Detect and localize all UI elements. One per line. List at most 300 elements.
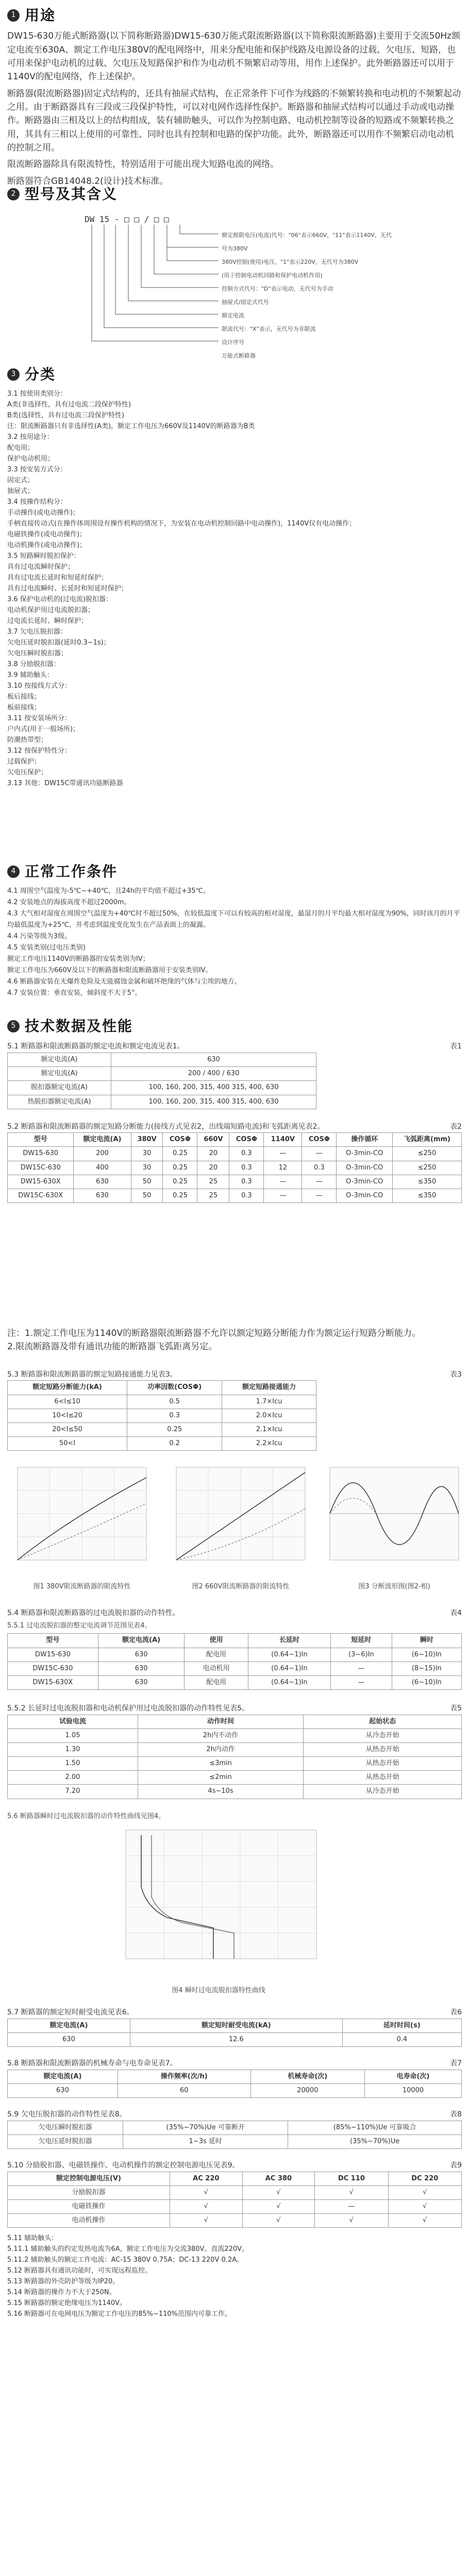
table-cell: 25 [197, 1189, 229, 1202]
table-intro: 5.1 断路器和限流断路器的额定电流和额定电流见表1。 [7, 1042, 185, 1051]
table-header-cell: DC 110 [315, 2172, 388, 2185]
table-cell: 0.2 [127, 1436, 222, 1450]
table-cell: 100, 160, 200, 315, 400 315, 400, 630 [111, 1095, 316, 1109]
paragraph: DW15-630万能式断路器(以下简称断路器)DW15-630万能式限流断路器(以下简称限流断路器)主要用于交流50Hz额定电流至630A、额定工作电压380V的配电网络中，用来分配电能和保护线路及电源设备的过载、欠电压、短路，也可用来保护电动机的过载、欠电压及短路保护和作为电动机不频繁启动等用，用作上述保护。此外断路器还可以用于1140V的配电网络，作上述保护。 [7, 31, 461, 82]
table-header-cell: 额定短时耐受电流(kA) [130, 2019, 342, 2032]
section-techdata [7, 1015, 462, 2319]
table-cell: 2.2×Icu [222, 1436, 316, 1450]
table-2 [7, 1132, 462, 1203]
table-cell: 2.0×Icu [222, 1409, 316, 1422]
list-line: 电动机操作(或电动操作)； [7, 541, 87, 550]
table-cell: 0.25 [163, 1189, 197, 1202]
table-cell: — [302, 1147, 337, 1161]
table-row [8, 1785, 462, 1799]
table-cell: — [302, 1189, 337, 1202]
table-intro: 5.9 欠电压脱扣器的动作特性见表8。 [7, 2110, 127, 2119]
table-cell: DW15-630X [8, 1175, 74, 1189]
table-header-cell: 1140V [264, 1133, 302, 1147]
table-cell: 0.3 [229, 1189, 264, 1202]
list-line: 抽屉式/固定式代号 [222, 299, 269, 306]
table-cell: 200 [74, 1147, 131, 1161]
table-caption [7, 1041, 462, 1053]
table-cell: 25 [197, 1175, 229, 1189]
list-line: 3.4 按操作结构分： [7, 498, 67, 506]
table-cell: (35%~70%)Ue 可靠断开 [123, 2121, 288, 2134]
table-caption [7, 1608, 462, 1619]
table-cell: 30 [131, 1147, 163, 1161]
table-cell: 630 [98, 1662, 185, 1675]
list-line: 欠电压延时脱扣器(延时0.3~1s)； [7, 639, 110, 647]
figure-3-plot [325, 1462, 464, 1575]
table-header-cell: 机械寿命(次) [250, 2070, 364, 2083]
list-line: 手动操作(或电动操作)； [7, 509, 80, 517]
table-header-row [8, 1381, 316, 1395]
list-line: 4.7 安装位置：垂直安装，倾斜度不大于5°。 [7, 989, 142, 997]
table-cell: 630 [8, 2083, 118, 2097]
list-line: 3.11 按安装场所分： [7, 715, 72, 723]
table-cell: 配电用 [185, 1675, 248, 1689]
table-cell: — [264, 1189, 302, 1202]
table-cell: — [264, 1147, 302, 1161]
table-header-cell: AC 220 [170, 2172, 242, 2185]
table-caption [7, 1369, 462, 1381]
list-line: 5.11 辅助触头： [7, 2234, 58, 2243]
list-line: 配电用； [7, 444, 35, 452]
section-heading [7, 183, 462, 205]
table-cell: ≤3min [138, 1757, 303, 1771]
table-header-cell: 额定电流(A) [74, 1133, 131, 1147]
table-cell: 从热态开始 [304, 1757, 462, 1771]
table-row [8, 1728, 462, 1742]
list-line: 万能式断路器 [222, 352, 256, 360]
list-line: 4.1 周围空气温度为-5℃~+40℃，且24h的平均值不超过+35℃。 [7, 887, 210, 895]
table-cell: (0.64~1)In [248, 1648, 330, 1662]
list-line: 电磁铁操作(或电动操作)； [7, 531, 87, 539]
list-line: 5.13 断路器的外壳防护等级为IP20。 [7, 2278, 120, 2286]
table-row [8, 1395, 316, 1409]
model-legend [222, 229, 392, 363]
table-header-cell: 延时时间(s) [342, 2019, 461, 2032]
list-line: A类(非选择性，具有过电流二段保护特性) [7, 401, 131, 409]
table-row [8, 1757, 462, 1771]
paragraph: 断路器(限流断路器)固定式结构的，还具有抽屉式结构，在正常条件下可作为线路的不频繁转换和电动机的不频繁起动之用。由于断路器具有三段或三段保护特性，可以对电网作选择性保护。断路器和抽屉式结构可以通过手动或电动操作。断路器由三相及以上的结构组成，装有辅助触头，可以作为控制电路、电动机控制等设备的短路或不频繁转换之用，其具有三相以上使用的可靠性、同时也具有控制和电路的保护功能。此外，断路器还可以用作不频繁启动电动机的控制之用。 [7, 88, 461, 154]
table-cell: ≤350 [393, 1189, 462, 1202]
table-cell: 1.30 [8, 1742, 138, 1756]
table-cell: 1~3s 延时 [123, 2134, 288, 2148]
table-9 [7, 2172, 462, 2228]
table-caption [7, 2058, 462, 2070]
table-cell: 50 [131, 1189, 163, 1202]
list-line: 3.7 欠电压脱扣器： [7, 628, 67, 636]
section-number: 3 [7, 368, 20, 381]
list-line: 3.5 短路瞬时脱扣保护： [7, 552, 80, 561]
table-6 [7, 2019, 462, 2047]
table-cell: — [264, 1175, 302, 1189]
classification-list [7, 388, 462, 789]
tail-list [7, 2233, 462, 2319]
table-cell: 热脱扣器额定电流(A) [8, 1095, 111, 1109]
table-cell: ≤250 [393, 1147, 462, 1161]
table-cell: 0.3 [229, 1147, 264, 1161]
list-line: 手柄直接传动式(在操作体周围设有操作机构的情况下，为安装在电动机控制回路中电动操作)，1140V仅有电动操作； [7, 520, 356, 528]
figure-caption: 图2 660V限流断路器的限流特性 [192, 1583, 290, 1591]
section-conditions [7, 860, 462, 999]
table-cell: DW15-630X [8, 1675, 98, 1689]
list-line: 3.6 保护电动机的(过电流)脱扣器： [7, 596, 112, 604]
list-line: 过电流长延时、瞬时保护； [7, 617, 88, 625]
table-number: 表4 [450, 1608, 462, 1617]
table-cell: 额定电流(A) [8, 1067, 111, 1081]
table-caption [7, 1122, 462, 1133]
table-cell: 配电用 [185, 1648, 248, 1662]
table-row [8, 1081, 316, 1095]
section-title: 正常工作条件 [25, 863, 118, 880]
table-row [8, 2200, 462, 2214]
table-header-cell: COSΦ [302, 1133, 337, 1147]
list-line: 板后接线； [7, 693, 41, 701]
table-cell: ≤250 [393, 1161, 462, 1175]
table-header-cell: 额定电流(A) [8, 2019, 130, 2032]
table-header-cell: 瞬时 [392, 1634, 461, 1648]
table-header-cell: 380V [131, 1133, 163, 1147]
paragraph: 断路器符合GB14048.2(设计)技术标准。 [7, 176, 169, 187]
table-header-cell: 型号 [8, 1133, 74, 1147]
list-line: 4.6 断路器安装在无爆炸危险及无能腐蚀金属和破坏绝缘的气体与尘埃的地方。 [7, 978, 241, 986]
list-line: 具有过电流瞬时保护； [7, 563, 75, 571]
table-row [8, 1095, 316, 1109]
table-intro: 5.2 断路器和限流断路器的额定短路分断能力(接线方式见表2，出线端短路电流)和飞弧距离见表2。 [7, 1122, 325, 1131]
table-cell: 0.25 [127, 1422, 222, 1436]
table-cell: O-3min-CO [337, 1147, 393, 1161]
list-line: 设计序号 [222, 339, 244, 346]
table-cell: 630 [98, 1675, 185, 1689]
table-cell: 20 [197, 1161, 229, 1175]
table-cell: 630 [98, 1648, 185, 1662]
table-header-cell: AC 380 [242, 2172, 315, 2185]
table-header-cell: 660V [197, 1133, 229, 1147]
table-3 [7, 1380, 316, 1451]
list-line: 3.2 按用途分： [7, 433, 54, 442]
table-cell: 10<I≤20 [8, 1409, 127, 1422]
table-header-cell: 电寿命(次) [365, 2070, 462, 2083]
table-cell: 12 [264, 1161, 302, 1175]
table-cell: 0.3 [229, 1161, 264, 1175]
table-cell: 6<I≤10 [8, 1395, 127, 1409]
list-line: 3.13 其他：DW15C带通讯功能断路器 [7, 779, 123, 788]
section-number: 1 [7, 9, 20, 22]
table-cell: 电动机用 [185, 1662, 248, 1675]
list-line: 保护电动机用； [7, 455, 55, 463]
table-row [8, 1161, 462, 1175]
list-line: 控制方式代号："D"表示电动，无代号为手动 [222, 285, 333, 293]
paragraph: 限流断路器除具有限流特性，特别适用于可能出现大短路电流的网络。 [7, 159, 279, 170]
table-cell: (35%~70%)Ue [288, 2134, 462, 2148]
list-line: 3.3 按安装方式分： [7, 466, 67, 474]
section-model [7, 183, 462, 368]
table-cell: √ [388, 2214, 461, 2228]
table-row [8, 1771, 462, 1785]
table-8 [7, 2121, 462, 2149]
table-cell: (6~10)In [392, 1675, 461, 1689]
table-row [8, 1422, 316, 1436]
list-line: 4.4 污染等级为3级。 [7, 933, 72, 941]
table-row [8, 2121, 462, 2134]
table-row [8, 2185, 462, 2199]
section-heading [7, 4, 462, 26]
section-number: 4 [7, 866, 20, 878]
list-line: 380V控制(使用)电压，"1"表示220V，无代号为380V [222, 259, 359, 266]
list-line: 3.1 按使用类别分： [7, 390, 67, 398]
table-cell: 脱扣器额定电流(A) [8, 1081, 111, 1095]
table-number: 表1 [450, 1042, 462, 1051]
model-diagram [85, 213, 392, 368]
table-cell: 从冷态开始 [304, 1728, 462, 1742]
table-cell: 0.25 [163, 1175, 197, 1189]
table-number: 表2 [450, 1122, 462, 1131]
table-number: 表9 [450, 2161, 462, 2170]
table-intro: 5.8 断路器和限流断路器的机械寿命与电寿命见表7。 [7, 2059, 177, 2068]
list-line: 限流代号："X"表示，无代号为非限流 [222, 326, 316, 333]
table-header-row [8, 2070, 462, 2083]
figure-caption: 图3 分断波形图(图2-相) [358, 1583, 430, 1591]
table-cell: 200 / 400 / 630 [111, 1067, 316, 1081]
table-cell: 630 [8, 2032, 130, 2046]
table-header-cell: 长延时 [248, 1634, 330, 1648]
table-header-cell: 额定电流(A) [98, 1634, 185, 1648]
list-line: 3.12 按保护特性分： [7, 747, 72, 755]
list-line: 电动机保护用过电流脱扣器； [7, 606, 95, 615]
figure-caption: 图4 瞬时过电流脱扣器特性曲线 [172, 1987, 265, 1994]
table-cell: 欠电压延时脱扣器 [8, 2134, 123, 2148]
table-header-cell: 操作频率(次/h) [118, 2070, 250, 2083]
table-header-cell: 动作时间 [138, 1715, 303, 1728]
table-header-row [8, 1634, 462, 1648]
table-cell: 0.3 [229, 1175, 264, 1189]
list-line: 防潮热带型； [7, 736, 48, 744]
list-line: 额定电流 [222, 312, 244, 319]
list-line: 5.15 断路器的额定绝缘电压为1140V。 [7, 2299, 127, 2308]
table-cell: 400 [74, 1161, 131, 1175]
table-header-cell: 使用 [185, 1634, 248, 1648]
table-cell: 2h内动作 [138, 1742, 303, 1756]
table-cell: O-3min-CO [337, 1161, 393, 1175]
table-row [8, 1675, 462, 1689]
table-cell: 20 [197, 1147, 229, 1161]
table-header-cell: 型号 [8, 1634, 98, 1648]
table-header-row [8, 2172, 462, 2185]
table-cell: O-3min-CO [337, 1175, 393, 1189]
table-row [8, 1742, 462, 1756]
table-cell: 630 [111, 1053, 316, 1067]
figure-4 [110, 1825, 327, 1996]
table-cell: 7.20 [8, 1785, 138, 1799]
table-cell: √ [170, 2214, 242, 2228]
table-number: 表7 [450, 2059, 462, 2068]
table-header-cell: 额定控制电源电压(V) [8, 2172, 170, 2185]
table-row [8, 1147, 462, 1161]
table-row [8, 1189, 462, 1202]
table-cell: (6~10)In [392, 1648, 461, 1662]
table-cell: O-3min-CO [337, 1189, 393, 1202]
table-cell: 20000 [250, 2083, 364, 2097]
table-cell: (0.64~1)In [248, 1675, 330, 1689]
figure-caption: 图1 380V限流断路器的限流特性 [33, 1583, 131, 1591]
table-cell: 10000 [365, 2083, 462, 2097]
table-cell: 12.6 [130, 2032, 342, 2046]
table-row [8, 1409, 316, 1422]
table-header-cell: 试验电流 [8, 1715, 138, 1728]
table-cell: 30 [131, 1161, 163, 1175]
table-header-row [8, 2019, 462, 2032]
list-line: 过载保护； [7, 758, 41, 766]
table-intro: 5.5.2 长延时过电流脱扣器和电动机保护用过电流脱扣器的动作特性见表5。 [7, 1704, 249, 1713]
table-cell: √ [315, 2214, 388, 2228]
table-cell: — [302, 1175, 337, 1189]
table-header-cell: COSΦ [163, 1133, 197, 1147]
table-number: 表5 [450, 1704, 462, 1713]
table-row [8, 1175, 462, 1189]
list-line: 欠电压保护； [7, 769, 48, 777]
list-line: 5.14 断路器的操作力不大于250N。 [7, 2289, 116, 2297]
list-line: 具有过电流瞬时、长延时和短延时保护； [7, 585, 128, 593]
table-header-cell: COSΦ [229, 1133, 264, 1147]
table-cell: √ [242, 2185, 315, 2199]
table-cell: 分励脱扣器 [8, 2185, 170, 2199]
table-cell: 从热态开始 [304, 1771, 462, 1785]
table-row [8, 1053, 316, 1067]
table-cell: 电磁铁操作 [8, 2200, 170, 2214]
table-header-cell: DC 220 [388, 2172, 461, 2185]
table-header-cell: 额定短路分断能力(kA) [8, 1381, 127, 1395]
table-cell: 0.25 [163, 1161, 197, 1175]
figure-1-plot [7, 1462, 157, 1575]
list-line: 3.9 辅助触头： [7, 671, 54, 680]
table-row [8, 1648, 462, 1662]
table-cell: DW15-630 [8, 1648, 98, 1662]
list-line: 注：1.额定工作电压为1140V的断路器限流断路器不允许以额定短路分断能力作为额定运行短路分断能力。 [7, 1328, 421, 1339]
figure-4-plot [110, 1825, 327, 1979]
list-line: 4.5 安装类别(过电压类别) [7, 944, 86, 952]
table-cell: ≤2min [138, 1771, 303, 1785]
table-cell: √ [242, 2214, 315, 2228]
table-cell: √ [170, 2200, 242, 2214]
table-header-row [8, 1715, 462, 1728]
table-intro: 5.7 断路器的额定短时耐受电流见表6。 [7, 2008, 134, 2017]
table-cell: (0.64~1)In [248, 1662, 330, 1675]
table-cell: 1.50 [8, 1757, 138, 1771]
list-line: 固定式； [7, 477, 35, 485]
list-line: 具有过电流长延时和短延时保护； [7, 574, 108, 582]
section-title: 型号及其含义 [25, 185, 118, 202]
table-subintro: 5.5.1 过电流脱扣器的整定电流调节范围见表4。 [7, 1622, 152, 1630]
table-cell: — [315, 2200, 388, 2214]
table-caption [7, 2007, 462, 2019]
table-cell: 4s~10s [138, 1785, 303, 1799]
table-cell: 0.4 [342, 2032, 461, 2046]
table-5 [7, 1715, 462, 1799]
table-header-cell: 额定电流(A) [8, 2070, 118, 2083]
section-number: 2 [7, 188, 20, 200]
table-number: 表3 [450, 1370, 462, 1379]
model-code: DW 15 - □ □ / □ □ [85, 214, 169, 225]
table-caption [7, 2160, 462, 2172]
table-cell: 0.5 [127, 1395, 222, 1409]
section-title: 分类 [25, 366, 56, 383]
table-cell: 50<I [8, 1436, 127, 1450]
list-line: 注：限流断路器只有非选择性(A类)，额定工作电压为660V及1140V的断路器为B类 [7, 422, 255, 431]
table-header-cell: 短延时 [331, 1634, 392, 1648]
table-caption [7, 2109, 462, 2121]
table-cell: 60 [118, 2083, 250, 2097]
table-cell: 从热态开始 [304, 1742, 462, 1756]
table-cell: 630 [74, 1189, 131, 1202]
list-line: 3.8 分励脱扣器： [7, 660, 60, 669]
figure-2-plot [166, 1462, 315, 1575]
table-cell: 额定电流(A) [8, 1053, 111, 1067]
section-classification [7, 363, 462, 789]
list-line: 5.11.1 辅助触头的约定发热电流为6A，额定工作电压为交流380V、直流220V。 [7, 2245, 249, 2253]
table-cell: 电动机操作 [8, 2214, 170, 2228]
table-2-spacer [7, 1203, 462, 1327]
figure-1 [7, 1462, 157, 1594]
table-cell: DW15-630 [8, 1147, 74, 1161]
table-header-cell: 功率因数(COSΦ) [127, 1381, 222, 1395]
figure-3 [325, 1462, 464, 1594]
table-row [8, 1662, 462, 1675]
table-cell: DW15C-630 [8, 1662, 98, 1675]
table-cell: 50 [131, 1175, 163, 1189]
table-cell: DW15C-630 [8, 1161, 74, 1175]
table-intro: 5.3 断路器和限流断路器的额定短路接通能力见表3。 [7, 1370, 177, 1379]
table-cell: 从冷态开始 [304, 1785, 462, 1799]
table-cell: 0.3 [302, 1161, 337, 1175]
table-row [8, 1436, 316, 1450]
list-line: 4.2 安装地点的海拔高度不超过2000m。 [7, 899, 131, 907]
list-line: 5.11.2 辅助触头的额定工作电流：AC-15 380V 0.75A；DC-13 220V 0.2A。 [7, 2256, 244, 2264]
list-line: 4.3 大气相对湿度在周围空气温度为+40℃时不超过50%，在较低温度下可以有较高的相对湿度，最湿月的月平均最大相对湿度为90%，同时该月的月平均最低温度为+25℃，并考虑到温度变化发生在产品表面上的凝露。 [7, 910, 460, 929]
table-cell: (3~6)In [331, 1648, 392, 1662]
list-line: 欠电压瞬时脱扣器； [7, 650, 68, 658]
table-cell: √ [242, 2200, 315, 2214]
table-row [8, 2134, 462, 2148]
figure-4-intro: 5.6 断路器瞬时过电流脱扣器的动作特性曲线见图4。 [7, 1812, 165, 1820]
list-line: 5.16 断路器可在电网电压为额定工作电压的85%~110%范围内可靠工作。 [7, 2310, 232, 2318]
table-cell: 630 [74, 1175, 131, 1189]
table-cell: √ [388, 2200, 461, 2214]
list-line: 抽屉式； [7, 487, 35, 496]
table-cell: (85%~110%)Ue 可靠吸合 [288, 2121, 462, 2134]
section-title: 技术数据及性能 [25, 1018, 133, 1035]
table-cell: 2.1×Icu [222, 1422, 316, 1436]
table-cell: √ [170, 2185, 242, 2199]
table-cell: √ [315, 2185, 388, 2199]
section-heading [7, 1015, 462, 1037]
table-row [8, 2083, 462, 2097]
table-row [8, 2214, 462, 2228]
list-line: 5.12 断路器具有通讯功能时，可实现远程监控。 [7, 2267, 152, 2275]
section-heading [7, 363, 462, 385]
table-cell: — [331, 1675, 392, 1689]
table-cell: 2h内不动作 [138, 1728, 303, 1742]
table-number: 表6 [450, 2008, 462, 2017]
table-row [8, 2032, 462, 2046]
table-cell: 2.00 [8, 1771, 138, 1785]
table-cell: 0.3 [127, 1409, 222, 1422]
table-header-cell: 操作循环 [337, 1133, 393, 1147]
table-2-notes [7, 1327, 462, 1354]
list-line: 额定极限电压(电流)代号："06"表示660V，"11"表示1140V，无代号为380V [222, 232, 392, 252]
conditions-list [7, 886, 462, 999]
